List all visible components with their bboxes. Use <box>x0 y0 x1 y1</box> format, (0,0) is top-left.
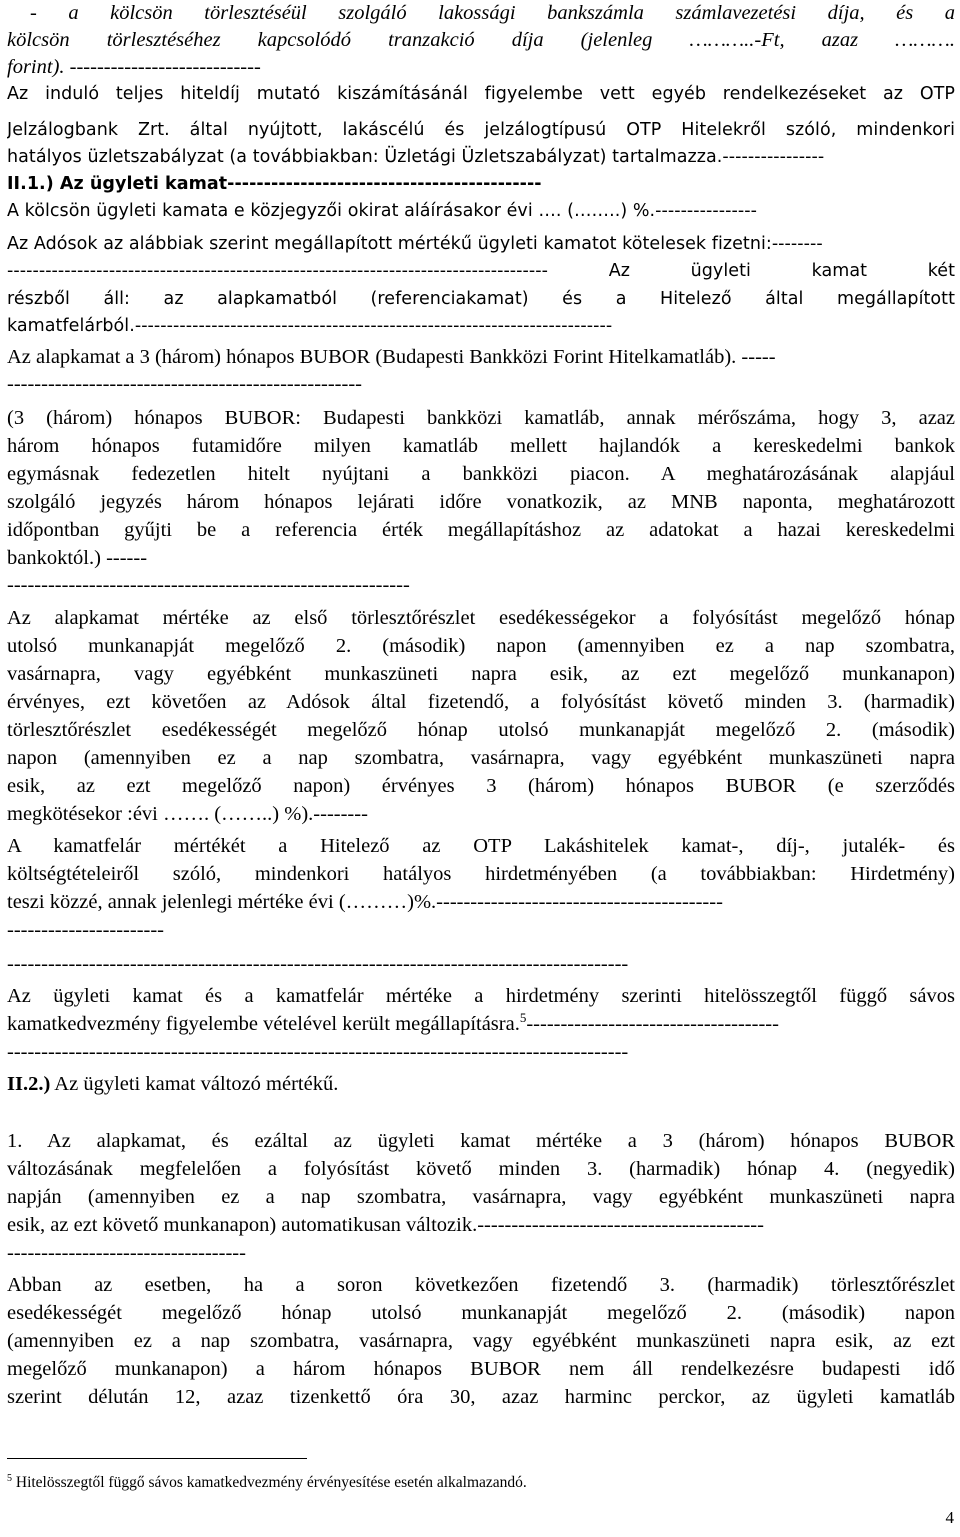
text-line: ----------------------------------- <box>7 1242 246 1264</box>
text-line: esedékességét megelőző hónap utolsó munkanapját megelőző 2. (második) napon <box>7 1302 955 1324</box>
text-line: Abban az esetben, ha a soron következően fizetendő 3. (harmadik) törlesztőrészlet <box>7 1274 955 1296</box>
text-line: három hónapos futamidőre milyen kamatláb mellett hajlandók a kereskedelmi bankok <box>7 435 955 457</box>
text-line: ------------------------------------------------------------------------------------------- <box>7 1041 629 1063</box>
text-line: esik, az ezt megelőző napon) érvényes 3 (három) hónapos BUBOR (e szerződés <box>7 775 955 797</box>
text-line: szerint délután 12, azaz tizenkettő óra 30, azaz harminc perckor, az ügyleti kamatláb <box>7 1386 955 1408</box>
text-line: megelőző munkanapon) a három hónapos BUBOR nem áll rendelkezésre budapesti idő <box>7 1358 955 1380</box>
text-line: (amennyiben ez a nap szombatra, vasárnapra, vagy egyébként munkaszüneti napra esik, az ezt <box>7 1330 955 1352</box>
footnote-separator <box>7 1458 307 1459</box>
footnote-ref: 5 <box>519 1011 527 1026</box>
text-line: forint). ---------------------------- <box>7 56 261 78</box>
text-line: ------------------------------------------------------------------------------------- Az ügyleti kamat két <box>7 261 955 281</box>
text-line: 1. Az alapkamat, és ezáltal az ügyleti kamat mértéke a 3 (három) hónapos BUBOR <box>7 1130 955 1152</box>
text-line: változásának megfelelően a folyósítást követő minden 3. (harmadik) hónap 4. (negyedik) <box>7 1158 955 1180</box>
text-line: ------------------------------------------------------------------------------------------- <box>7 953 629 975</box>
text-line: esik, az ezt követő munkanapon) automatikusan változik.------------------------------------------ <box>7 1214 764 1236</box>
text-line: szolgáló jegyzés három hónapos lejárati időre vonatkozik, az MNB naponta, meghatározott <box>7 491 955 513</box>
text-line: utolsó munkanapját megelőző 2. (második) napon (amennyiben ez a nap szombatra, <box>7 635 955 657</box>
text-line: megkötésekor :évi ……. (……..) %).-------- <box>7 803 368 825</box>
text-line: A kölcsön ügyleti kamata e közjegyzői okirat aláírásakor évi …. (……..) %.---------------- <box>7 201 757 221</box>
section-number: II.2.) <box>7 1073 51 1095</box>
footnote-number: 5 <box>7 1473 12 1484</box>
text-line: költségtételeiről szóló, mindenkori hatályos hirdetményében (a továbbiakban: Hirdetmény) <box>7 863 955 885</box>
text-line: Az induló teljes hiteldíj mutató kiszámításánál figyelembe vett egyéb rendelkezéseket az OTP <box>7 84 955 104</box>
text-line: (3 (három) hónapos BUBOR: Budapesti bankközi kamatláb, annak mérőszáma, hogy 3, azaz <box>7 407 955 429</box>
text-segment: kamatkedvezmény figyelembe vételével került megállapításra. <box>7 1013 520 1035</box>
text-line: egymásnak fedezetlen hitelt nyújtani a bankközi piacon. A meghatározásának alapjául <box>7 463 955 485</box>
text-line: napján (amennyiben ez a nap szombatra, vasárnapra, vagy egyébként munkaszüneti napra <box>7 1186 955 1208</box>
text-line: kamatfelárból.--------------------------------------------------------------------------- <box>7 316 613 336</box>
text-line: vasárnapra, vagy egyébként munkaszüneti napra esik, az ezt megelőző munkanapon) <box>7 663 955 685</box>
text-line: ---------------------------------------------------- <box>7 373 362 395</box>
page-number: 4 <box>945 1508 954 1527</box>
text-line: kölcsön törlesztéséhez kapcsolódó tranzakció díja (jelenleg ………..-Ft, azaz ………. <box>7 29 955 51</box>
section-title: Az ügyleti kamat változó mértékű. <box>50 1073 339 1095</box>
section-heading <box>7 1071 955 1098</box>
section-heading: II.1.) Az ügyleti kamat------------------------------------------- <box>7 174 542 194</box>
text-line: napon (amennyiben ez a nap szombatra, vasárnapra, vagy egyébként munkaszüneti napra <box>7 747 955 769</box>
text-line: ----------------------------------------------------------- <box>7 574 410 596</box>
text-segment: ------------------------------------- <box>526 1013 779 1035</box>
footnote <box>7 1468 527 1494</box>
text-line: Az alapkamat a 3 (három) hónapos BUBOR (Budapesti Bankközi Forint Hitelkamatláb). ----- <box>7 346 776 368</box>
text-line: törlesztőrészlet esedékességét megelőző hónap utolsó munkanapját megelőző 2. (második) <box>7 719 955 741</box>
text-line: Jelzálogbank Zrt. által nyújtott, lakáscélú és jelzálogtípusú OTP Hitelekről szóló, mindenkori <box>7 120 955 140</box>
text-line: ----------------------- <box>7 919 165 941</box>
text-line: érvényes, ezt követően az Adósok által fizetendő, a folyósítást követő minden 3. (harmadik) <box>7 691 955 713</box>
text-line: teszi közzé, annak jelenlegi mértéke évi (………)%.------------------------------------------ <box>7 891 723 913</box>
footnote-text: Hitelösszegtől függő sávos kamatkedvezmény érvényesítése esetén alkalmazandó. <box>12 1474 527 1492</box>
text-line: hatályos üzletszabályzat (a továbbiakban: Üzletági Üzletszabályzat) tartalmazza.---------------- <box>7 147 825 167</box>
text-line: időpontban gyűjti be a referencia érték megállapításhoz az adatokat a hazai kereskedelmi <box>7 519 955 541</box>
text-line: Az alapkamat mértéke az első törlesztőrészlet esedékességekor a folyósítást megelőző hónap <box>7 607 955 629</box>
text-line: Az ügyleti kamat és a kamatfelár mértéke a hirdetmény szerinti hitelösszegtől függő sávos <box>7 985 955 1007</box>
text-line: A kamatfelár mértékét a Hitelező az OTP Lakáshitelek kamat-, díj-, jutalék- és <box>7 835 955 857</box>
text-line <box>7 1011 955 1038</box>
text-line: részből áll: az alapkamatból (referenciakamat) és a Hitelező által megállapított <box>7 289 955 309</box>
text-line: bankoktól.) ------ <box>7 547 148 569</box>
text-line: Az Adósok az alábbiak szerint megállapított mértékű ügyleti kamatot kötelesek fizetni:-------- <box>7 234 823 254</box>
text-line: - a kölcsön törlesztéséül szolgáló lakossági bankszámla számlavezetési díja, és a <box>30 2 955 24</box>
